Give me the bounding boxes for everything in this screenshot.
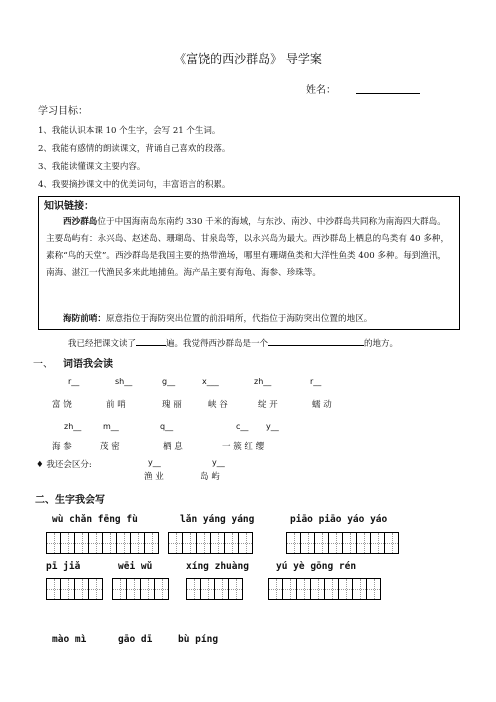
pinyin-prompt: lǎn yáng yáng (180, 514, 255, 525)
name-label: 姓名： (306, 85, 336, 96)
section2-heading: 二、生字我会写 (35, 495, 105, 506)
writing-grid[interactable] (186, 578, 243, 600)
word: 栖 息 (163, 442, 183, 452)
pinyin-blank[interactable]: m__ (103, 422, 119, 431)
word: 岛 屿 (200, 472, 220, 482)
word: 瑰 丽 (162, 400, 182, 410)
goal-item: 3、我能读懂课文主要内容。 (38, 162, 146, 172)
distinguish-label: ♦ 我还会区分: (36, 460, 92, 470)
pinyin-blank[interactable]: zh__ (64, 422, 82, 431)
word: 富 饶 (52, 400, 72, 410)
word: 蠕 动 (312, 400, 332, 410)
goal-item: 1、我能认识本课 10 个生字，会写 21 个生词。 (38, 126, 221, 136)
pinyin-prompt: gāo dī (118, 634, 153, 645)
pinyin-blank[interactable]: sh__ (115, 377, 133, 386)
pinyin-prompt: bù píng (178, 634, 219, 645)
writing-grid[interactable] (46, 578, 103, 600)
word: 茂 密 (100, 442, 120, 452)
knowledge-text-2: 原意指位于海防突出位置的前沿哨所，代指位于海防突出位置的地区。 (105, 314, 373, 324)
pinyin-blank[interactable]: g__ (162, 377, 176, 386)
pinyin-blank[interactable]: zh__ (254, 377, 272, 386)
writing-grid[interactable] (46, 532, 159, 554)
pinyin-prompt: wēi wǔ (118, 561, 153, 572)
knowledge-paragraph-1 (46, 214, 450, 282)
name-field[interactable] (356, 93, 420, 94)
goal-item: 2、我能有感情的朗读课文，背诵自己喜欢的段落。 (38, 144, 231, 154)
pinyin-prompt: wù chǎn fēng fù (52, 514, 138, 525)
pinyin-prompt: xíng zhuàng (186, 561, 249, 572)
pinyin-blank[interactable]: r__ (310, 377, 322, 386)
description-blank[interactable] (268, 345, 364, 346)
page-title: 《富饶的西沙群岛》 导学案 (174, 52, 322, 66)
knowledge-heading: 知识链接： (44, 201, 94, 212)
section1-heading: 一、 词语我会读 (33, 359, 113, 370)
goal-item: 4、我要摘抄课文中的优美词句，丰富语言的积累。 (38, 180, 231, 190)
writing-grid[interactable] (268, 578, 381, 600)
word: 海 参 (52, 442, 72, 452)
term-haifang: 海防前哨： (63, 314, 106, 324)
pinyin-prompt: mào mì (52, 634, 87, 645)
pinyin-blank[interactable]: x___ (202, 377, 219, 386)
word: 一 簇 红 缨 (222, 442, 265, 452)
word: 渔 业 (144, 472, 164, 482)
writing-grid[interactable] (168, 532, 253, 554)
writing-grid[interactable] (112, 578, 169, 600)
pinyin-prompt: yú yè gōng rén (276, 561, 357, 572)
pinyin-blank[interactable]: c__ (236, 422, 249, 431)
pinyin-blank[interactable]: y__ (266, 422, 279, 431)
pinyin-blank[interactable]: y__ (148, 458, 161, 467)
word: 绽 开 (258, 400, 278, 410)
pinyin-blank[interactable]: r__ (68, 377, 80, 386)
word: 前 哨 (106, 400, 126, 410)
read-times-blank[interactable] (136, 345, 166, 346)
pinyin-blank[interactable]: q__ (160, 422, 174, 431)
reading-line: 我已经把课文读了 遍。我觉得西沙群岛是一个 的地方。 (68, 339, 399, 349)
goals-heading: 学习目标： (38, 106, 88, 117)
pinyin-prompt: pī jiǎ (46, 561, 81, 572)
knowledge-text-1: 位于中国海南岛东南约 330 千米的海域，与东沙、南沙、中沙群岛共同称为南海四大群岛。主要岛屿有：永兴岛、赵述岛、珊瑚岛、甘泉岛等，以永兴岛为最大。西沙群岛上栖息的鸟类有 40 多种，素称“鸟的天堂”。西沙群岛是我国主要的热带渔场，哪里有珊瑚鱼类和大洋性鱼类 400 多种。每到渔汛，南海、湛江一代渔民多来此地捕鱼。海产品主要有海龟、海参、珍珠等。 (46, 217, 450, 278)
writing-grid[interactable] (286, 532, 399, 554)
pinyin-blank[interactable]: y__ (212, 458, 225, 467)
knowledge-paragraph-2 (46, 311, 450, 328)
pinyin-prompt: piāo piāo yáo yáo (290, 514, 388, 525)
term-xisha: 西沙群岛 (63, 217, 98, 227)
word: 峡 谷 (208, 400, 228, 410)
